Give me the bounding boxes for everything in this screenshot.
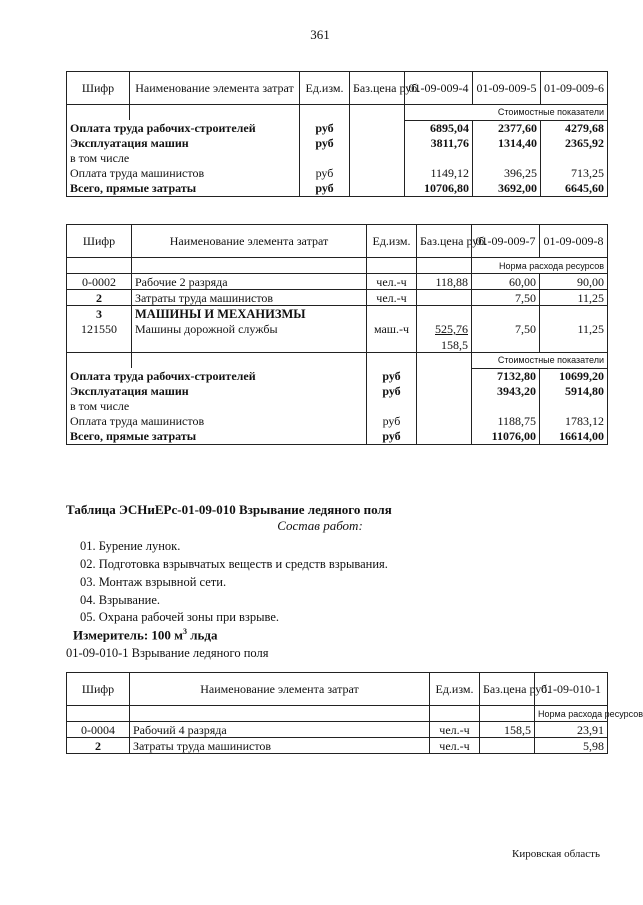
cell-name: Эксплуатация машин (67, 136, 300, 151)
work-item: 05. Охрана рабочей зоны при взрыве. (80, 610, 279, 624)
cell-value-2 (473, 151, 541, 166)
header-name: Наименование элемента затрат (132, 225, 367, 258)
cell-value-3: 2365,92 (541, 136, 608, 151)
cell-value-2 (540, 399, 608, 414)
table-row (67, 181, 608, 197)
cell-name: Затраты труда машинистов (132, 290, 367, 306)
cell-value-1 (472, 399, 540, 414)
cell-unit: чел.-ч (367, 274, 417, 290)
cell-value-1 (405, 151, 473, 166)
cell-value-2: 1783,12 (540, 414, 608, 429)
table-row (67, 429, 608, 445)
cell-value-2: 3692,00 (473, 181, 541, 197)
header-code: Шифр (67, 225, 132, 258)
cell-unit: чел.-ч (430, 738, 480, 754)
cell-name: Всего, прямые затраты (67, 181, 300, 197)
table-header-row (67, 72, 608, 105)
cell-name: Эксплуатация машин (67, 384, 367, 399)
cell-value-2: 10699,20 (540, 368, 608, 384)
region-footer: Кировская область (511, 848, 600, 860)
cell-value-1: 23,91 (535, 722, 608, 738)
header-col-1: 01-09-010-1 (535, 673, 608, 706)
cell-unit: чел.-ч (367, 290, 417, 306)
cell-value-1: 60,00 (472, 274, 540, 290)
cell-value-1: 3811,76 (405, 136, 473, 151)
cell-price (417, 368, 472, 384)
table-row (67, 166, 608, 181)
cell-value-2: 396,25 (473, 166, 541, 181)
cell-value-2: 90,00 (540, 274, 608, 290)
cell-price (350, 181, 405, 197)
cell-price (417, 399, 472, 414)
cell-unit: чел.-ч (430, 722, 480, 738)
group-name: МАШИНЫ И МЕХАНИЗМЫ (132, 306, 367, 322)
header-price: Баз.цена руб. (350, 72, 405, 105)
cell-name: Оплата труда машинистов (67, 414, 367, 429)
cell-name: Машины дорожной службы (132, 321, 367, 337)
cell-unit: руб (367, 414, 417, 429)
cell-unit (367, 399, 417, 414)
cell-name: Всего, прямые затраты (67, 429, 367, 445)
cell-unit (300, 151, 350, 166)
work-item: 03. Монтаж взрывной сети. (80, 575, 227, 589)
header-code: Шифр (67, 72, 130, 105)
cell-value-1: 7132,80 (472, 368, 540, 384)
header-code: Шифр (67, 673, 130, 706)
section-resources-label: Норма расхода ресурсов (535, 706, 608, 722)
table-row (67, 151, 608, 166)
header-price: Баз.цена руб. (480, 673, 535, 706)
cell-value-1: 1149,12 (405, 166, 473, 181)
header-name: Наименование элемента затрат (130, 673, 430, 706)
cell-value-3: 4279,68 (541, 120, 608, 136)
section-subtitle: Состав работ: (277, 518, 363, 533)
cell-price (350, 120, 405, 136)
header-name: Наименование элемента затрат (130, 72, 300, 105)
cell-unit: руб (300, 166, 350, 181)
header-price: Баз.цена руб. (417, 225, 472, 258)
cell-value-2: 11,25 (540, 321, 608, 337)
cell-value-1: 3943,20 (472, 384, 540, 399)
header-col-2: 01-09-009-8 (540, 225, 608, 258)
resource-table-01-09-009-7-8 (66, 224, 608, 445)
table-row (67, 384, 608, 399)
table-row (67, 368, 608, 384)
cell-value-1: 6895,04 (405, 120, 473, 136)
header-col-1: 01-09-009-7 (472, 225, 540, 258)
cell-name: в том числе (67, 151, 300, 166)
table-row (67, 414, 608, 429)
cell-value-2: 1314,40 (473, 136, 541, 151)
group-code: 3 (67, 306, 132, 322)
cell-value-2: 5914,80 (540, 384, 608, 399)
section-row (67, 353, 608, 369)
cell-name: Рабочие 2 разряда (132, 274, 367, 290)
cell-unit: руб (300, 136, 350, 151)
cell-unit: руб (300, 120, 350, 136)
group-row (67, 306, 608, 322)
cell-name: Оплата труда рабочих-строителей (67, 368, 367, 384)
table-row (67, 136, 608, 151)
cell-price (350, 136, 405, 151)
cell-value-1: 11076,00 (472, 429, 540, 445)
table-header-row (67, 673, 608, 706)
resource-table-01-09-010-1 (66, 672, 643, 754)
cell-price (417, 384, 472, 399)
section-label: Стоимостные показатели (405, 105, 608, 121)
cell-price: 158,5 (480, 722, 535, 738)
cell-code: 121550 (67, 321, 132, 337)
cell-price (417, 290, 472, 306)
cell-value-1: 1188,75 (472, 414, 540, 429)
section-row (67, 105, 608, 121)
header-unit: Ед.изм. (430, 673, 480, 706)
cell-price-secondary: 158,5 (417, 337, 472, 353)
section-row (67, 258, 608, 274)
work-item: 01. Бурение лунок. (80, 539, 181, 553)
header-unit: Ед.изм. (300, 72, 350, 105)
table-row (67, 399, 608, 414)
cell-unit: руб (367, 429, 417, 445)
cell-value-2: 16614,00 (540, 429, 608, 445)
machine-price-row (67, 337, 608, 353)
section-title: Таблица ЭСНиЕРс-01-09-010 Взрывание ледяного поля (66, 502, 392, 517)
section-costs-label: Стоимостные показатели (472, 353, 608, 369)
machine-row (67, 321, 608, 337)
cell-value-2: 11,25 (540, 290, 608, 306)
cell-code: 0-0004 (67, 722, 130, 738)
cell-name: Рабочий 4 разряда (130, 722, 430, 738)
header-unit: Ед.изм. (367, 225, 417, 258)
cost-table-01-09-009-4-6 (66, 71, 608, 197)
measure-unit: Измеритель: 100 $м^3$ льда (73, 627, 218, 643)
cell-unit: руб (367, 368, 417, 384)
cell-unit: руб (367, 384, 417, 399)
cell-value-3: 713,25 (541, 166, 608, 181)
cell-value-2: 2377,60 (473, 120, 541, 136)
norm-code-line: 01-09-010-1 Взрывание ледяного поля (66, 646, 269, 660)
cell-value-3 (541, 151, 608, 166)
cell-price (350, 166, 405, 181)
cell-value-3: 6645,60 (541, 181, 608, 197)
cell-price (417, 429, 472, 445)
cell-price (350, 151, 405, 166)
table-row (67, 290, 608, 306)
section-row (67, 706, 608, 722)
cell-code: 2 (67, 290, 132, 306)
header-col-3: 01-09-009-6 (541, 72, 608, 105)
header-col-2: 01-09-009-5 (473, 72, 541, 105)
table-row (67, 120, 608, 136)
cell-unit: руб (300, 181, 350, 197)
table-header-row (67, 225, 608, 258)
section-resources-label: Норма расхода ресурсов (472, 258, 608, 274)
cell-name: в том числе (67, 399, 367, 414)
cell-price (417, 414, 472, 429)
cell-price: 525,76 (435, 322, 468, 336)
table-row (67, 722, 608, 738)
cell-code: 2 (67, 738, 130, 754)
cell-name: Оплата труда машинистов (67, 166, 300, 181)
cell-name: Затраты труда машинистов (130, 738, 430, 754)
cell-value-1: 5,98 (535, 738, 608, 754)
cell-value-1: 7,50 (472, 290, 540, 306)
cell-value-1: 10706,80 (405, 181, 473, 197)
cell-code: 0-0002 (67, 274, 132, 290)
work-item: 02. Подготовка взрывчатых веществ и средств взрывания. (80, 557, 388, 571)
table-row (67, 738, 608, 754)
cell-value-1: 7,50 (472, 321, 540, 337)
page-number: 361 (310, 27, 330, 42)
cell-name: Оплата труда рабочих-строителей (67, 120, 300, 136)
header-col-1: 01-09-009-4 (405, 72, 473, 105)
work-item: 04. Взрывание. (80, 593, 161, 607)
table-row (67, 274, 608, 290)
cell-price: 118,88 (417, 274, 472, 290)
cell-unit: маш.-ч (367, 321, 417, 337)
cell-price (480, 738, 535, 754)
